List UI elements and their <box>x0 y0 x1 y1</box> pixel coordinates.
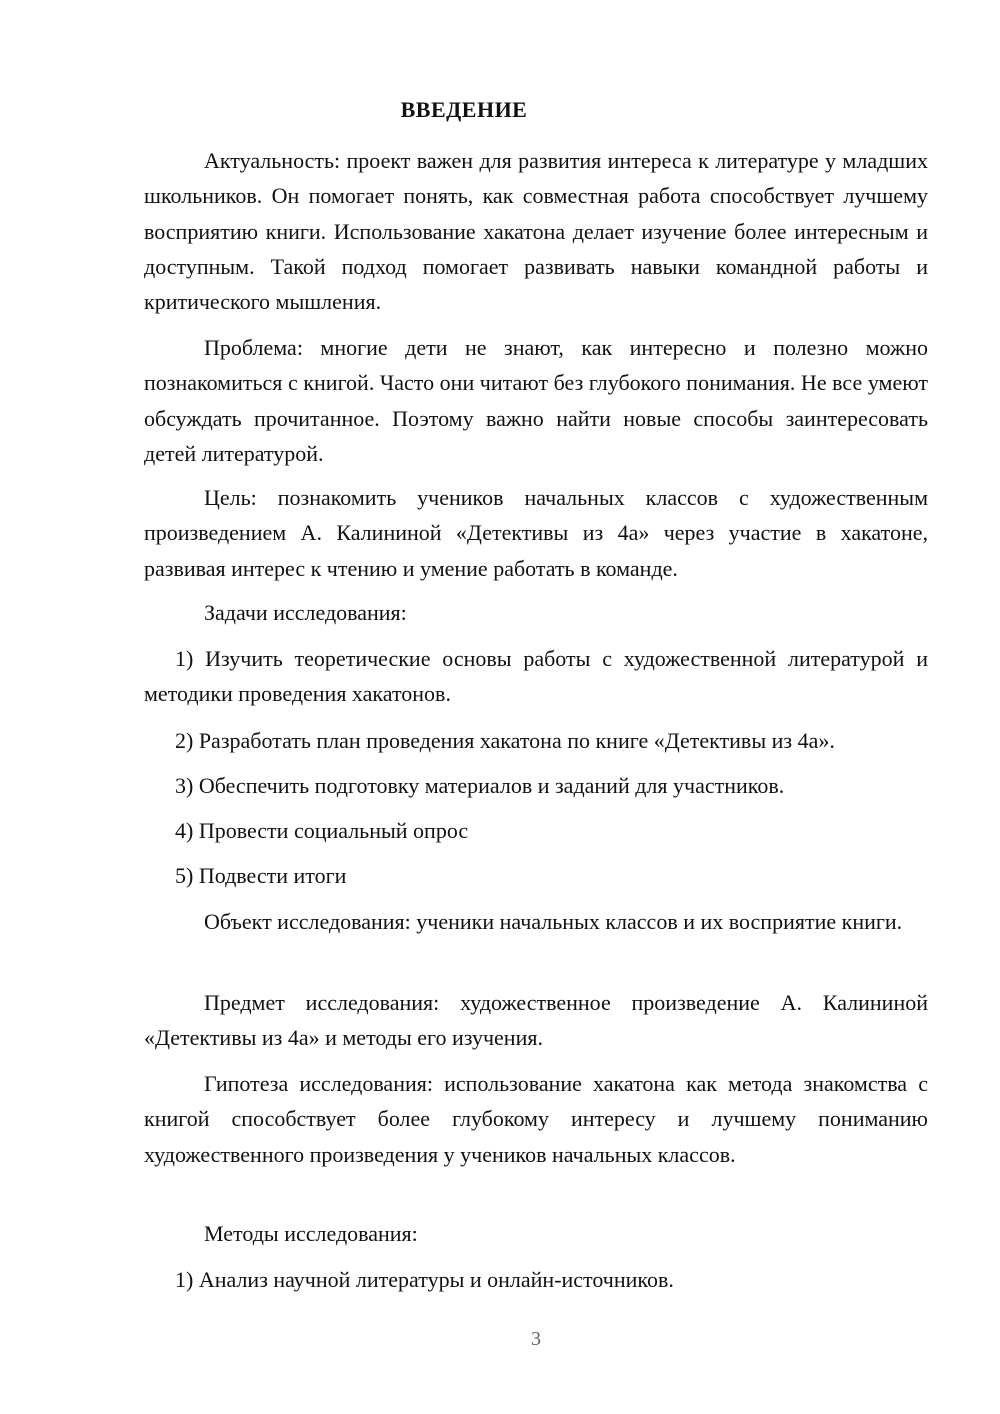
paragraph-relevance: Актуальность: проект важен для развития интереса к литературе у младших школьников. Он помогает понять, как совместная работа способствует лучшему восприятию книги. Использование хакатона делает изучение более интересным и доступным. Такой подход помогает развивать навыки командной работы и критического мышления. <box>144 148 928 315</box>
task-item-5: 5) Подвести итоги <box>175 863 347 888</box>
task-item-3: 3) Обеспечить подготовку материалов и заданий для участников. <box>175 773 785 798</box>
paragraph-hypothesis: Гипотеза исследования: использование хакатона как метода знакомства с книгой способствует более глубокому интересу и лучшему пониманию художественного произведения у учеников начальных классов. <box>144 1071 928 1167</box>
task-item-2: 2) Разработать план проведения хакатона по книге «Детективы из 4а». <box>175 728 835 753</box>
task-item-1: 1) Изучить теоретические основы работы с художественной литературой и методики проведения хакатонов. <box>144 646 928 707</box>
paragraph-problem: Проблема: многие дети не знают, как интересно и полезно можно познакомиться с книгой. Часто они читают без глубокого понимания. Не все умеют обсуждать прочитанное. Поэтому важно найти новые способы заинтересовать детей литературой. <box>144 335 928 466</box>
page-title: ВВЕДЕНИЕ <box>400 97 528 122</box>
tasks-heading: Задачи исследования: <box>204 600 407 625</box>
page-number: 3 <box>531 1328 541 1350</box>
task-item-4: 4) Провести социальный опрос <box>175 818 469 843</box>
methods-heading: Методы исследования: <box>204 1221 418 1246</box>
method-item-1: 1) Анализ научной литературы и онлайн-источников. <box>175 1267 674 1292</box>
paragraph-goal: Цель: познакомить учеников начальных классов с художественным произведением А. Калининой «Детективы из 4а» через участие в хакатоне, развивая интерес к чтению и умение работать в команде. <box>144 485 928 581</box>
paragraph-subject: Предмет исследования: художественное произведение А. Калининой «Детективы из 4а» и методы его изучения. <box>144 990 928 1051</box>
paragraph-object: Объект исследования: ученики начальных классов и их восприятие книги. <box>204 909 903 934</box>
